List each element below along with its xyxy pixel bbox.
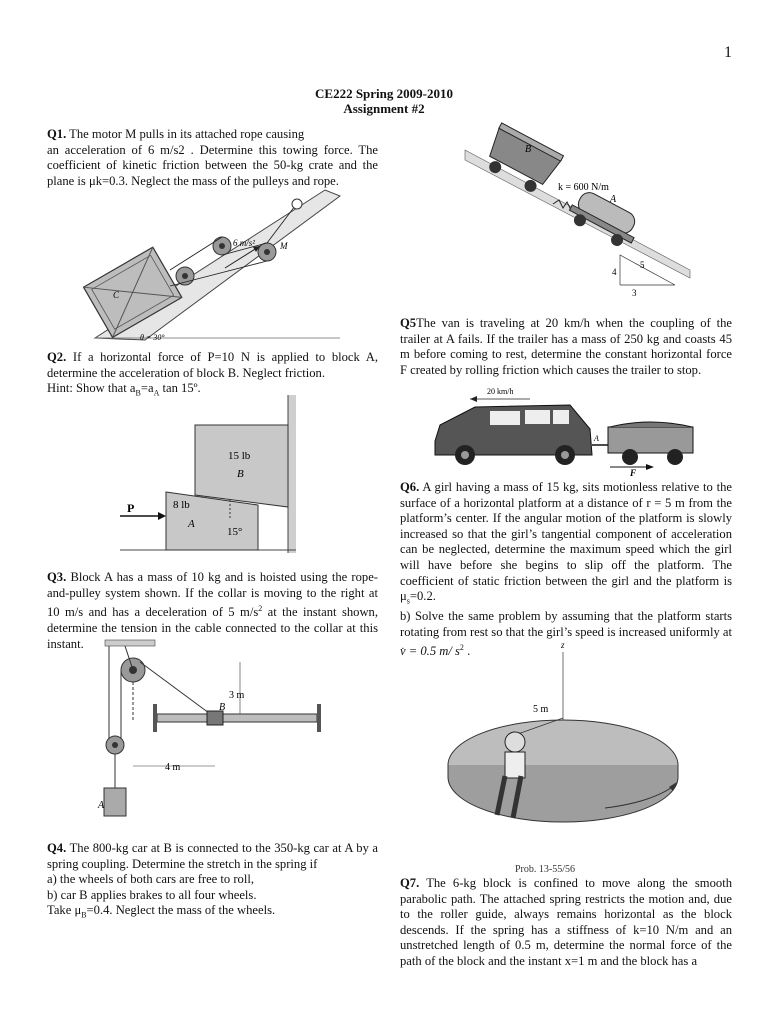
q7-text xyxy=(400,876,732,970)
q2-hint: Hint: Show that $a_B=a_A$ tan 15º. xyxy=(47,381,201,398)
assignment-title: Assignment #2 xyxy=(343,101,425,116)
q2-text xyxy=(47,350,378,401)
q6-caption: Prob. 13-55/56 xyxy=(515,864,575,875)
q3-collar-label: B xyxy=(219,702,226,713)
q2-a-weight: 8 lb xyxy=(173,499,190,511)
q3-figure xyxy=(95,640,335,835)
page-number: 1 xyxy=(724,44,732,61)
q4-label: Q4. xyxy=(47,841,67,855)
q6-figure xyxy=(455,640,715,835)
q4-text xyxy=(47,841,378,923)
q4-slope-5: 5 xyxy=(640,260,645,270)
q1-label: Q1. xyxy=(47,127,67,141)
q3-text: Q3. Block A has a mass of 10 kg and is hoisted using the rope-and-pulley system shown. If the collar is moving to the right at 10 m/s and has a deceleration of 5 $m/s^2$ at the instant shown, determine the tension in the cable connected to the collar at this instant. xyxy=(47,570,378,651)
q6-part-b: b) Solve the same problem by assuming that the platform starts rotating from rest so that the girl’s speed is increased uniformly at v̇ = 0.5 m/ $s^2$ . xyxy=(400,609,732,659)
q1-accel-label: 6 m/s² xyxy=(233,238,255,248)
q7-body: The 6-kg block is confined to move along the smooth parabolic path. The attached spring restricts the motion and, due to the roller guide, always remains horizontal as the block descends. If the spring has a stiffness of k=10 N/m and an unstretched length of 0.5 m, determine the normal force of the path of the block and the instant x=1 m and the block has a xyxy=(400,876,732,968)
q5-speed-label: 20 km/h xyxy=(487,387,514,396)
q6-axis-label: z xyxy=(561,640,565,650)
q2-angle: 15° xyxy=(227,526,243,538)
q4-figure xyxy=(455,130,695,300)
q5-figure xyxy=(430,383,700,478)
q4-car-b-label: B xyxy=(525,144,532,155)
q1-crate-label: C xyxy=(113,290,120,300)
q3-block-label: A xyxy=(98,800,105,811)
course-title: CE222 Spring 2009-2010 xyxy=(315,86,453,101)
q4-slope-3: 3 xyxy=(632,288,637,298)
q6-text: Q6. A girl having a mass of 15 kg, sits motionless relative to the surface of a horizontal platform at a distance of r = 5 m from the platform’s center. If the angular motion of the platform is slowly increased so that the girl’s tangential component of acceleration can be neglected, determine the maximum speed which the girl will have before she begins to slip off the platform. The coefficient of static friction between the girl and the platform is $\mu_s=0.2$. b) Solve the same problem by assuming that the platform starts rotating from rest so that the girl’s speed is increased uniformly at v̇ = 0.5 m/ $s^2$ . xyxy=(400,480,732,659)
q1-motor-label: M xyxy=(280,241,288,251)
q1-angle-label: θ = 30° xyxy=(140,333,165,342)
q3-height-dim: 3 m xyxy=(229,690,245,701)
q4-spring-label: k = 600 N/m xyxy=(558,182,609,193)
q2-a-name: A xyxy=(188,518,195,530)
q5-label: Q5 xyxy=(400,316,417,330)
q2-b-name: B xyxy=(237,468,244,480)
q1-figure xyxy=(85,190,345,345)
q2-b-weight: 15 lb xyxy=(228,450,251,462)
q7-label: Q7. xyxy=(400,876,420,890)
q6-label: Q6. xyxy=(400,480,420,494)
q5-body: The van is traveling at 20 km/h when the coupling of the trailer at A fails. If the trailer has a mass of 250 kg and coasts 45 m before coming to rest, determine the constant horizontal force F created by rolling friction which causes the trailer to stop. xyxy=(400,316,732,377)
q4-car-a-label: A xyxy=(610,194,617,205)
q4-body: The 800-kg car at B is connected to the 350-kg car at A by a spring coupling. Determine the stretch in the spring if xyxy=(47,841,379,871)
q5-text xyxy=(400,316,732,378)
q4-part-b: b) car B applies brakes to all four wheels. xyxy=(47,887,257,902)
q6-radius-label: 5 m xyxy=(533,704,549,715)
q2-body: If a horizontal force of P=10 N is applied to block A, determine the acceleration of block B. Neglect friction. xyxy=(47,350,379,380)
q4-part-a: a) the wheels of both cars are free to roll, xyxy=(47,872,255,887)
q2-figure xyxy=(120,395,300,555)
q5-force-label: F xyxy=(630,468,637,478)
q1-body: an acceleration of 6 m/s2 . Determine this towing force. The coefficient of kinetic friction between the 50-kg crate and the plane is μk=0.3. Neglect the mass of the pulleys and rope. xyxy=(47,142,378,188)
q3-width-dim: 4 m xyxy=(165,762,181,773)
q3-label: Q3. xyxy=(47,570,67,584)
q2-label: Q2. xyxy=(47,350,67,364)
q1-line1: The motor M pulls in its attached rope causing xyxy=(69,127,305,141)
q5-coupling-label: A xyxy=(594,434,599,443)
q4-take: Take $\mu_B=0.4$. Neglect the mass of the wheels. xyxy=(47,903,276,920)
q4-slope-4: 4 xyxy=(612,267,617,277)
q2-force-label: P xyxy=(127,501,135,515)
q1-text xyxy=(47,127,378,189)
